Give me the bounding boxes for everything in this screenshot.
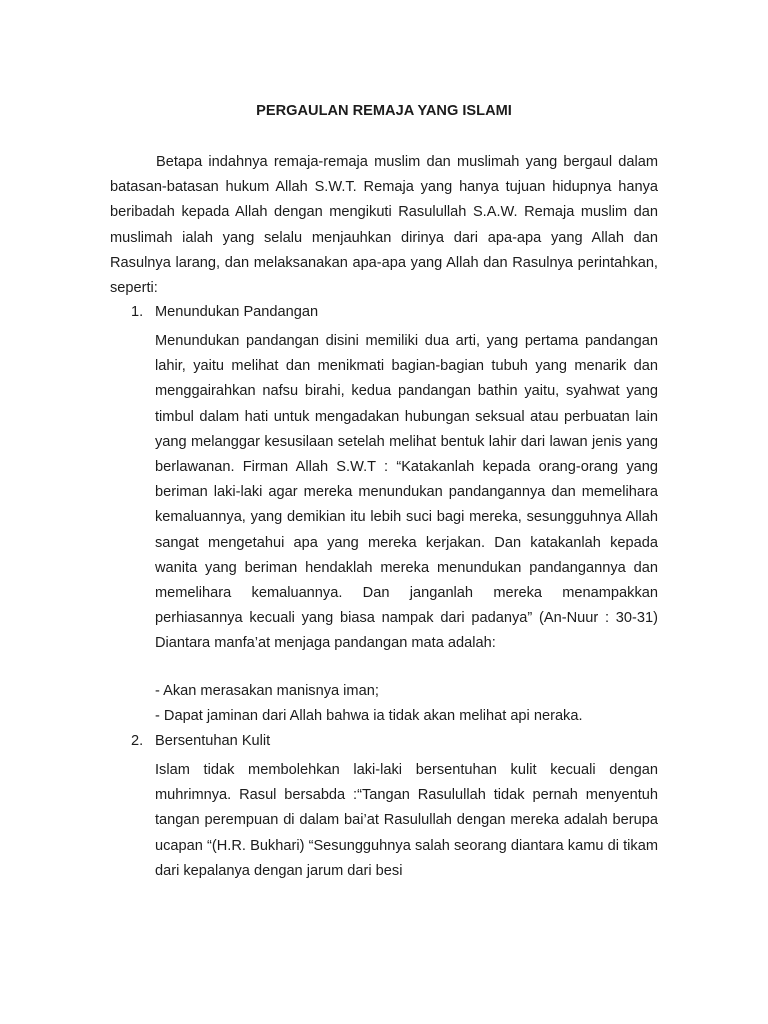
list-number: 1. bbox=[131, 304, 144, 320]
list-body: Menundukan pandangan disini memiliki dua arti, yang pertama pandangan lahir, yaitu melihat dan menikmati bagian-bagian tubuh yang menarik dan menggairahkan nafsu birahi, kedua pandangan bathin yaitu, syahwat yang timbul dalam hati untuk mengadakan hubungan seksual atau perbuatan lain yang melanggar kesusilaan setelah melihat bentuk lahir dari lawan jenis yang berlawanan. Firman Allah S.W.T : “Katakanlah kepada orang-orang yang beriman laki-laki agar mereka menundukan pandangannya dan memelihara kemaluannya, yang demikian itu lebih suci bagi mereka, sesungguhnya Allah sangat mengetahui apa yang mereka kerjakan. Dan katakanlah kepada wanita yang beriman hendaklah mereka menundukan pandangannya dan memelihara kemaluannya. Dan janganlah mereka menampakkan perhiasannya kecuali yang biasa nampak dari padanya” (An-Nuur : 30-31) Diantara manfa’at menjaga pandangan mata adalah: bbox=[155, 333, 658, 652]
bullet-point: - Dapat jaminan dari Allah bahwa ia tidak akan melihat api neraka. bbox=[155, 708, 583, 724]
document-title: PERGAULAN REMAJA YANG ISLAMI bbox=[256, 103, 512, 119]
intro-paragraph: Betapa indahnya remaja-remaja muslim dan muslimah yang bergaul dalam batasan-batasan hukum Allah S.W.T. Remaja yang hanya tujuan hidupnya hanya beribadah kepada Allah dengan mengikuti Rasulullah S.A.W. Remaja muslim dan muslimah ialah yang selalu menjauhkan dirinya dari apa-apa yang Allah dan Rasulnya larang, dan melaksanakan apa-apa yang Allah dan Rasulnya perintahkan, seperti: bbox=[110, 154, 658, 297]
list-heading: Menundukan Pandangan bbox=[155, 304, 319, 320]
list-heading: Bersentuhan Kulit bbox=[155, 733, 271, 749]
bullet-point: - Akan merasakan manisnya iman; bbox=[155, 683, 379, 699]
list-body: Islam tidak membolehkan laki-laki bersentuhan kulit kecuali dengan muhrimnya. Rasul bersabda :“Tangan Rasulullah tidak pernah menyentuh tangan perempuan di dalam bai’at Rasulullah dengan mereka adalah berupa ucapan “(H.R. Bukhari) “Sesungguhnya salah seorang diantara kamu di tikam dari kepalanya dengan jarum dari besi bbox=[155, 762, 658, 879]
list-number: 2. bbox=[131, 733, 144, 749]
